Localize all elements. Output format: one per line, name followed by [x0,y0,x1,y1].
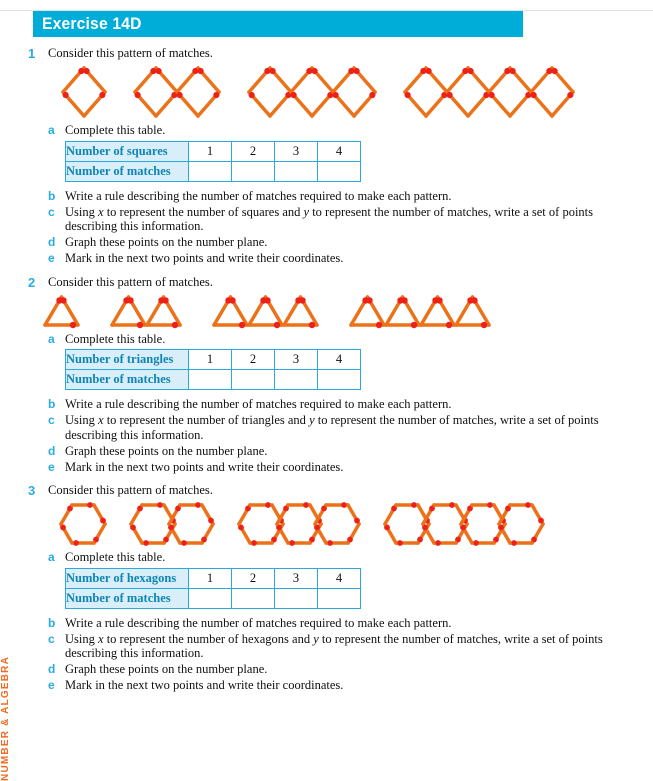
table-label-cell: Number of squares [66,141,189,161]
table-value-cell: 4 [318,350,361,370]
table-answer-cell [318,588,361,608]
table-label-cell: Number of matches [66,370,189,390]
question-intro: Consider this pattern of matches. [48,483,213,497]
match-pattern-group [58,63,110,121]
part-label: e [48,678,55,692]
match-pattern-group [130,63,224,121]
part-label: e [48,459,55,474]
match-pattern-row [56,500,653,548]
part-text [65,662,610,677]
match-pattern-group [400,63,578,121]
question-intro: Consider this pattern of matches. [48,46,213,60]
match-pattern-group [244,63,380,121]
table-value-cell: 3 [275,568,318,588]
question-part [48,205,653,234]
question-part [48,550,653,565]
question-intro: Consider this pattern of matches. [48,274,213,289]
part-label: b [48,188,56,203]
part-text [65,444,610,459]
match-pattern-group [56,500,110,548]
part-text-segment: Graph these points on the number plane. [65,662,268,676]
question-part [48,413,653,442]
question-heading [28,275,653,290]
part-text-segment: x [98,413,104,427]
exercise-title: Exercise 14D [42,13,142,33]
table-label-cell: Number of hexagons [66,568,189,588]
question-content [48,292,653,475]
question-part [48,460,653,475]
match-pattern-group [234,500,364,548]
table-answer-cell [189,588,232,608]
part-text [65,632,610,661]
part-label: a [48,123,55,137]
part-text [65,123,610,138]
question-number: 2 [28,274,36,290]
table-answer-cell [275,588,318,608]
table-answer-cell [189,161,232,181]
question-part [48,662,653,677]
table-answer-cell [189,370,232,390]
exercise-header-bar [33,10,523,37]
table-value-cell: 3 [275,141,318,161]
part-label: a [48,550,55,564]
match-pattern-group [209,292,322,330]
question-parts-list [48,397,653,474]
pattern-table [65,349,361,390]
part-text [65,413,610,442]
part-text-segment: Using [65,631,98,646]
table-label-cell: Number of triangles [66,350,189,370]
table-answer-cell [232,588,275,608]
page-top-rule [0,10,653,11]
part-text-segment: to represent the number of hexagons and [103,631,314,646]
question-part [48,189,653,204]
part-text [65,189,610,204]
question [28,483,653,693]
part-text-segment: Graph these points on the number plane. [65,443,268,458]
part-text [65,550,610,565]
table-value-cell: 1 [189,568,232,588]
table-value-cell: 1 [189,350,232,370]
table-row [66,588,361,608]
part-text-segment: Complete this table. [65,123,166,137]
table-value-cell: 1 [189,141,232,161]
part-text [65,616,610,631]
part-text-segment: Graph these points on the number plane. [65,235,268,249]
part-text-segment: y [303,204,310,219]
table-answer-cell [318,161,361,181]
part-label: a [48,331,55,346]
part-text-segment: x [98,204,104,219]
question-part [48,251,653,266]
part-label: c [48,413,55,427]
question-number: 1 [28,46,36,61]
table-label-cell: Number of matches [66,588,189,608]
part-text-segment: to represent the number of squares and [103,204,304,219]
table-value-cell: 3 [275,350,318,370]
part-text [65,332,610,347]
part-text-segment: to represent the number of matches, write a set of points describing this information. [65,413,599,442]
part-text-segment: to represent the number of matches, write a set of points describing this information. [65,204,594,233]
match-pattern-row [40,292,653,330]
part-text-segment: y [313,631,319,646]
part-text [65,397,610,412]
table-value-cell: 4 [318,568,361,588]
part-text [65,251,610,266]
table-answer-cell [232,161,275,181]
question-part [48,397,653,412]
match-pattern-group [107,292,185,330]
part-text-segment: Write a rule describing the number of matches required to make each pattern. [65,188,452,203]
question-heading [28,46,653,61]
part-text-segment: y [309,413,315,427]
question-parts-list [48,189,653,266]
part-text-segment: Mark in the next two points and write their coordinates. [65,459,344,474]
question [28,275,653,475]
part-label: d [48,235,56,249]
part-text [65,678,610,693]
question-parts-list [48,616,653,693]
table-answer-cell [275,161,318,181]
table-answer-cell [232,370,275,390]
question-part [48,632,653,661]
part-text-segment: Write a rule describing the number of matches required to make each pattern. [65,615,452,630]
table-value-cell: 4 [318,141,361,161]
part-label: b [48,615,56,630]
part-label: b [48,397,56,411]
question-part [48,616,653,631]
table-answer-cell [318,370,361,390]
part-label: d [48,662,56,676]
match-pattern-group [40,292,83,330]
part-label: e [48,251,55,265]
question-content [48,500,653,693]
question-part [48,123,653,138]
table-value-cell: 2 [232,141,275,161]
question-part [48,444,653,459]
question-part [48,235,653,250]
match-pattern-group [126,500,218,548]
part-text-segment: Using [65,204,98,219]
part-text [65,205,610,234]
table-row [66,141,361,161]
question-part [48,332,653,347]
part-text [65,235,610,250]
questions-container [0,46,653,693]
pattern-table [65,568,361,609]
part-text [65,460,610,475]
part-label: c [48,204,55,219]
sidebar-strand-label: NUMBER & ALGEBRA [0,656,11,781]
question-number: 3 [28,483,36,498]
part-text-segment: Complete this table. [65,550,166,564]
part-text-segment: Mark in the next two points and write their coordinates. [65,678,344,692]
part-text-segment: Complete this table. [65,331,166,346]
question-content [48,63,653,266]
table-row [66,568,361,588]
question [28,46,653,266]
pattern-table [65,141,361,182]
table-row [66,350,361,370]
part-text-segment: to represent the number of triangles and [103,413,310,427]
match-pattern-row [58,63,653,121]
part-text-segment: Mark in the next two points and write their coordinates. [65,251,344,265]
table-row [66,161,361,181]
question-part [48,678,653,693]
part-text-segment: to represent the number of matches, write a set of points describing this information. [65,631,603,660]
part-text-segment: x [98,631,104,646]
table-label-cell: Number of matches [66,161,189,181]
table-answer-cell [275,370,318,390]
match-pattern-group [346,292,494,330]
table-value-cell: 2 [232,350,275,370]
table-value-cell: 2 [232,568,275,588]
part-label: d [48,443,56,458]
question-heading [28,483,653,498]
part-label: c [48,631,55,646]
part-text-segment: Write a rule describing the number of matches required to make each pattern. [65,397,452,411]
match-pattern-group [380,500,548,548]
part-text-segment: Using [65,413,98,427]
table-row [66,370,361,390]
